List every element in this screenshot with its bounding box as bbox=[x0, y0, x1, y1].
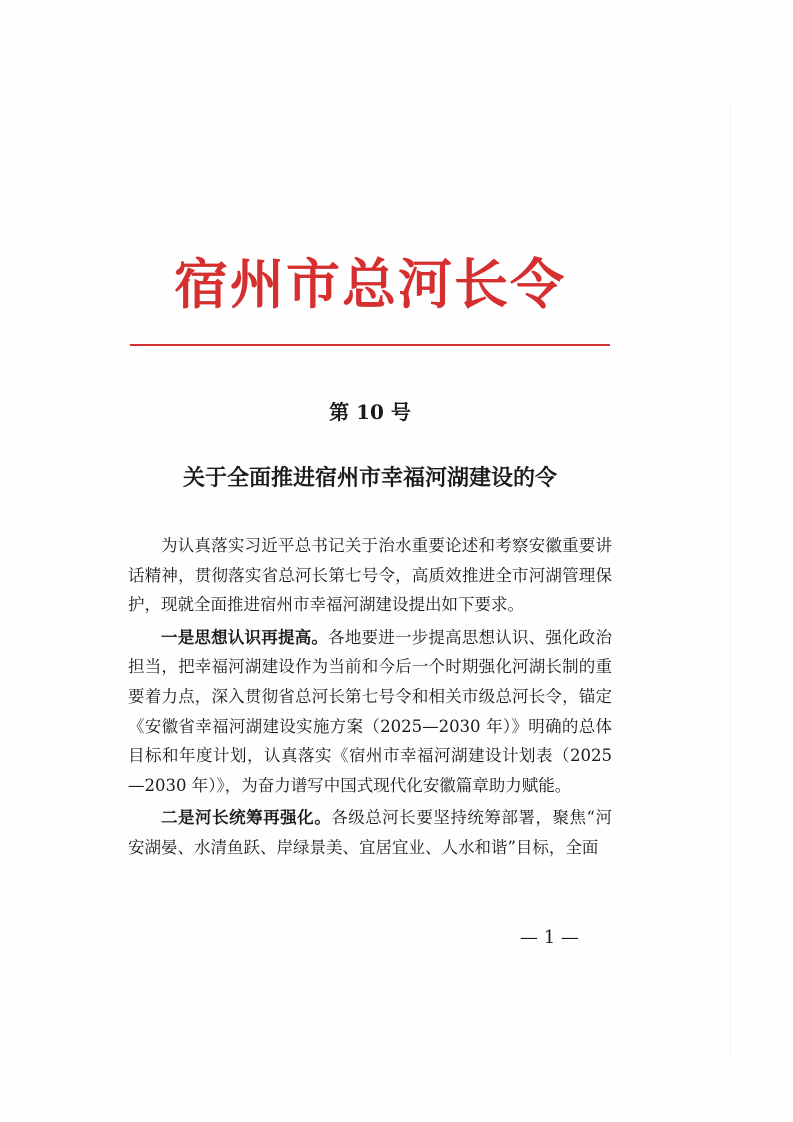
order-number: 第 10 号 bbox=[329, 400, 411, 424]
item-2-paragraph bbox=[128, 803, 612, 862]
masthead-title: 宿州市总河长令 bbox=[174, 252, 566, 316]
intro-text: 为认真落实习近平总书记关于治水重要论述和考察安徽重要讲话精神，贯彻落实省总河长第七号令，高质效推进全市河湖管理保护，现就全面推进宿州市幸福河湖建设提出如下要求。 bbox=[128, 536, 612, 615]
item-1-paragraph bbox=[128, 623, 612, 801]
scan-edge-shadow bbox=[730, 100, 731, 1060]
item-2-lead: 二是河长统筹再强化。 bbox=[161, 808, 332, 828]
item-1-text: 各地要进一步提高思想认识、强化政治担当，把幸福河湖建设作为当前和今后一个时期强化河湖长制的重要着力点，深入贯彻省总河长第七号令和相关市级总河长令，锚定《安徽省幸福河湖建设实施方案（2025—2030 年）》明确的总体目标和年度计划，认真落实《宿州市幸福河湖建设计划表（2025—2030 年）》，为奋力谱写中国式现代化安徽篇章助力赋能。 bbox=[128, 627, 613, 795]
item-2-text: 各级总河长要坚持统筹部署，聚焦“河安湖晏、水清鱼跃、岸绿景美、宜居宜业、人水和谐”目标，全面 bbox=[128, 808, 613, 857]
red-divider-rule bbox=[130, 344, 610, 346]
item-1-lead: 一是思想认识再提高。 bbox=[161, 627, 329, 647]
page-number: — 1 — bbox=[520, 927, 579, 948]
intro-paragraph bbox=[128, 531, 612, 620]
document-title: 关于全面推进宿州市幸福河湖建设的令 bbox=[182, 465, 557, 491]
document-body bbox=[128, 531, 612, 866]
